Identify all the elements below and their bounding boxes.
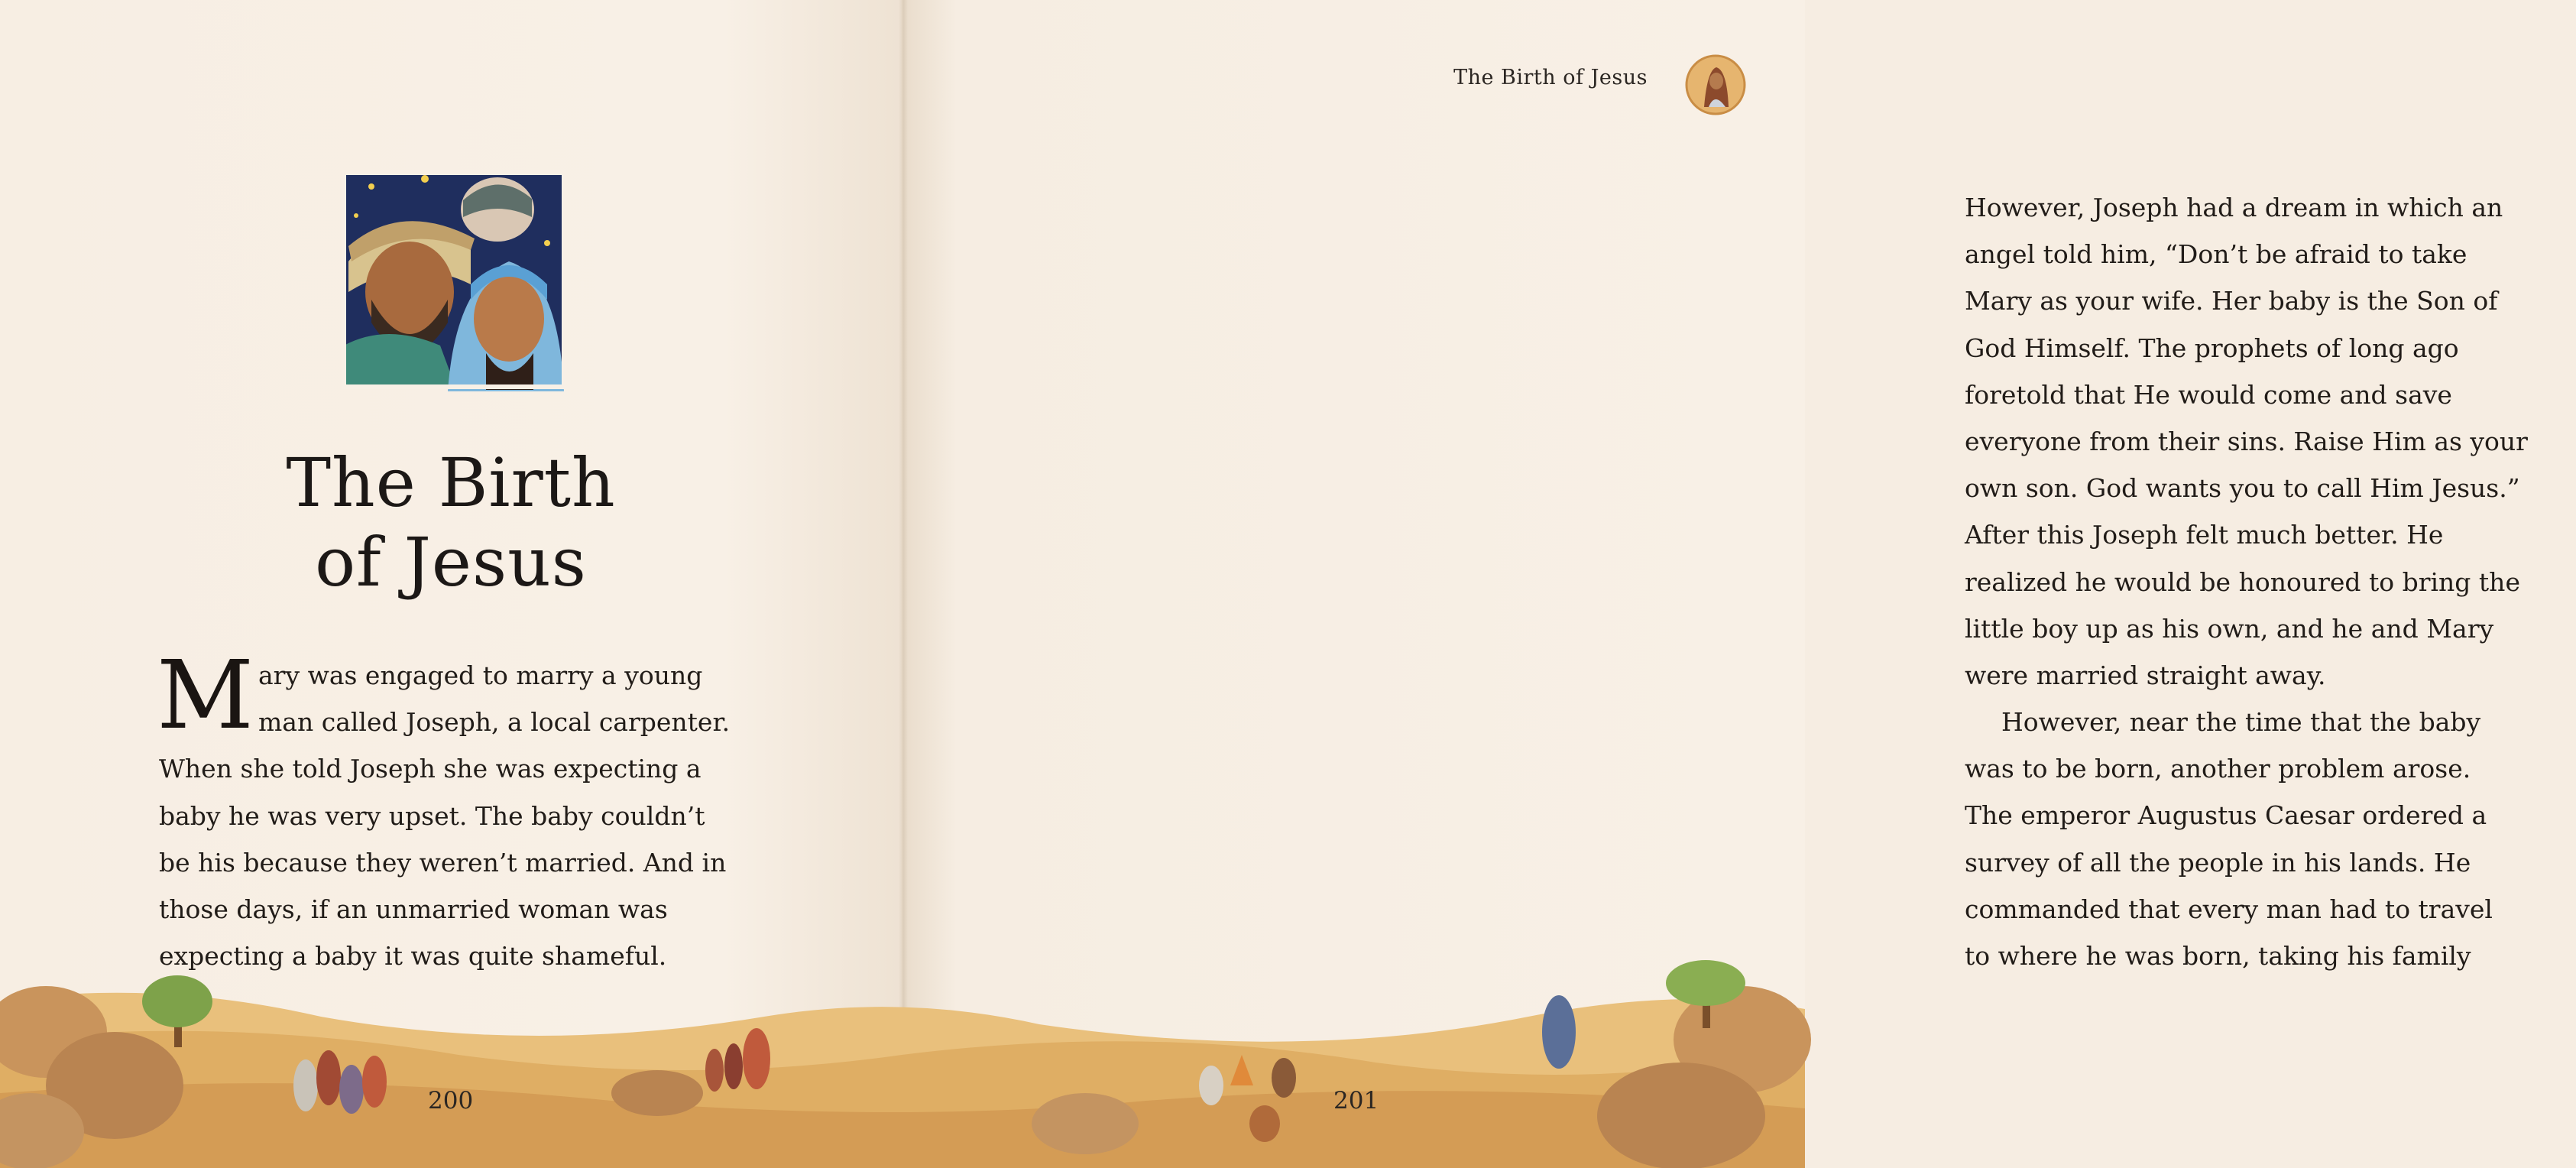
text-line: be his because they weren’t married. And in [159,847,727,878]
text-line: foretold that He would come and save [1965,379,2452,410]
running-header: The Birth of Jesus [1453,66,1648,89]
text-line: baby he was very upset. The baby couldn’t [159,800,705,831]
text-line: ary was engaged to marry a young [258,660,703,690]
desert-landscape-illustration [0,971,1805,1168]
text-line: to where he was born, taking his family [1965,941,2471,971]
text-line: those days, if an unmarried woman was [159,894,668,924]
text-line: survey of all the people in his lands. He [1965,847,2471,878]
text-line: little boy up as his own, and he and Mary [1965,613,2494,644]
text-line: expecting a baby it was quite shameful. [159,941,667,972]
page-number-right: 201 [1333,1087,1379,1114]
text-line: Mary as your wife. Her baby is the Son of [1965,286,2498,316]
text-line: However, Joseph had a dream in which an [1965,193,2503,222]
text-line: The emperor Augustus Caesar ordered a [1965,800,2487,831]
text-line: everyone from their sins. Raise Him as your [1965,426,2528,456]
chapter-title [229,443,672,602]
right-body-text [1965,184,2576,979]
text-line: God Himself. The prophets of long ago [1965,333,2459,363]
text-line: angel told him, “Don’t be afraid to take [1965,239,2467,270]
text-line: man called Joseph, a local carpenter. [258,707,731,738]
chapter-title-line-1: The Birth [286,443,616,522]
holy-family-illustration [341,170,567,390]
text-line: After this Joseph felt much better. He [1965,520,2444,550]
mary-portrait-icon [1684,54,1747,116]
page-number-left: 200 [428,1087,474,1114]
drop-cap: M [157,641,254,751]
text-line: was to be born, another problem arose. [1965,754,2471,784]
text-line: When she told Joseph she was expecting a [159,754,702,784]
text-line: commanded that every man had to travel [1965,894,2493,924]
mary-figure [1542,995,1576,1069]
text-line: However, near the time that the baby [2001,707,2481,738]
chapter-title-line-2: of Jesus [315,523,587,602]
text-line: realized he would be honoured to bring the [1965,566,2520,597]
left-body-text [157,641,770,979]
text-line: were married straight away. [1965,660,2326,690]
text-line: own son. God wants you to call Him Jesus.” [1965,473,2520,504]
